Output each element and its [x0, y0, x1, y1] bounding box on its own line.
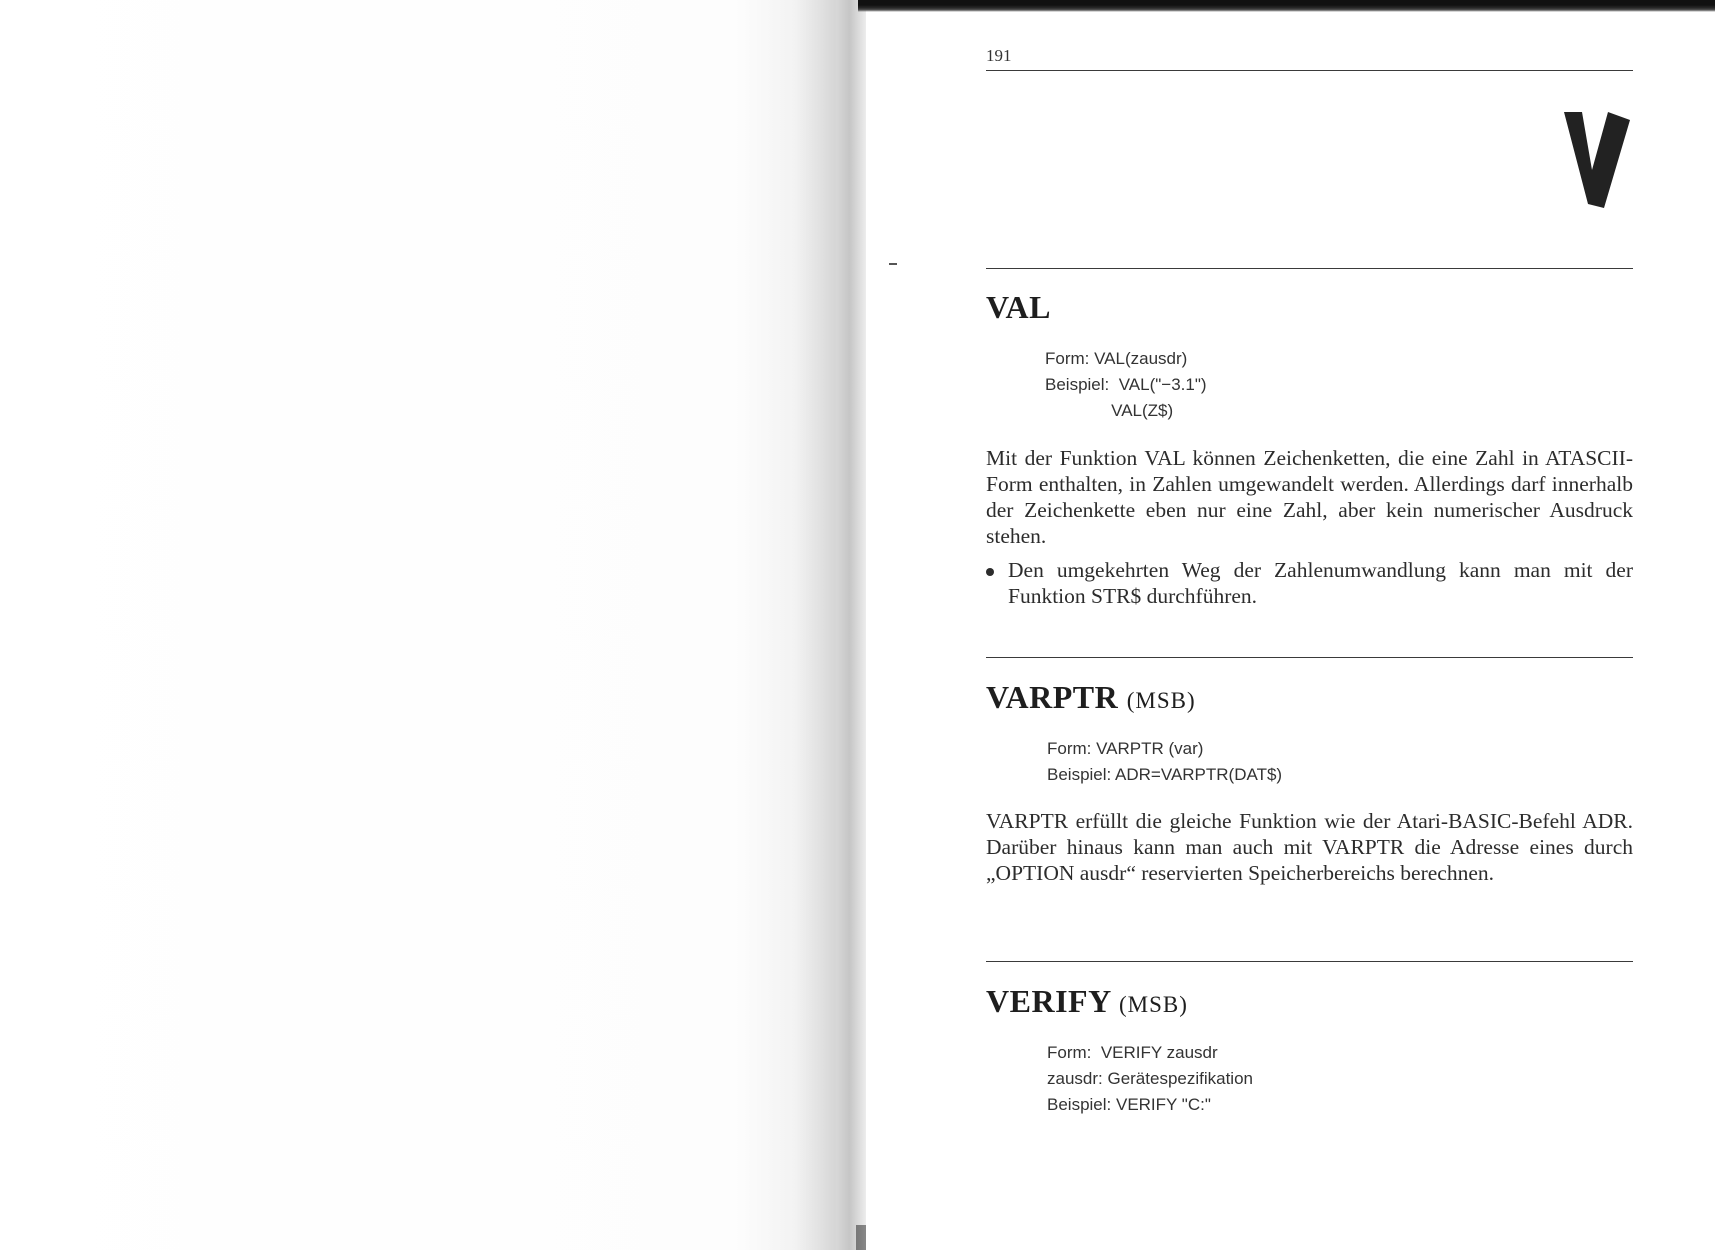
entry-suffix: (MSB) [1118, 992, 1188, 1017]
bullet-dot-icon [986, 568, 994, 576]
entry-heading-varptr [986, 679, 1196, 716]
syntax-detail-line: zausdr: Gerätespezifikation [1047, 1069, 1253, 1088]
entry-suffix: (MSB) [1126, 688, 1196, 713]
bullet-note-text: Den umgekehrten Weg der Zahlenumwandlung kann man mit der Funktion STR$ durchführen. [1008, 558, 1633, 608]
entry-keyword: VAL [986, 289, 1051, 325]
book-gutter [836, 0, 866, 1250]
section-rule-varptr [986, 657, 1633, 658]
syntax-example-line: VAL(Z$) [1045, 401, 1174, 420]
syntax-example-line: Beispiel: VERIFY "C:" [1047, 1095, 1211, 1114]
entry-description: VARPTR erfüllt die gleiche Funktion wie der Atari-BASIC-Befehl ADR. Darüber hinaus kann man auch mit VARPTR die Adresse eines durch „OPTION ausdr“ reservierten Speicherbereichs berechnen. [986, 809, 1633, 885]
book-top-edge-right [858, 0, 1715, 12]
syntax-example-line: Beispiel: VAL("−3.1") [1045, 375, 1207, 394]
syntax-form-line: Form: VERIFY zausdr [1047, 1043, 1218, 1062]
left-blank-page [0, 0, 836, 1250]
syntax-form-line: Form: VAL(zausdr) [1045, 349, 1188, 368]
page-speck [889, 263, 897, 265]
section-rule-val [986, 268, 1633, 269]
entry-heading-verify [986, 983, 1188, 1020]
entry-heading-val [986, 289, 1051, 326]
header-rule [986, 70, 1633, 71]
syntax-example-line: Beispiel: ADR=VARPTR(DAT$) [1047, 765, 1283, 784]
syntax-form-line: Form: VARPTR (var) [1047, 739, 1204, 758]
entry-description: Mit der Funktion VAL können Zeichenketten, die eine Zahl in ATASCII-Form enthalten, in Zahlen umgewandelt werden. Allerdings darf innerhalb der Zeichenkette eben nur eine Zahl, aber kein numerischer Ausdruck stehen. [986, 446, 1633, 548]
section-rule-verify [986, 961, 1633, 962]
section-letter-v-mark [1560, 108, 1640, 212]
page-number: 191 [986, 46, 1012, 65]
entry-keyword: VERIFY [986, 983, 1111, 1019]
entry-keyword: VARPTR [986, 679, 1119, 715]
